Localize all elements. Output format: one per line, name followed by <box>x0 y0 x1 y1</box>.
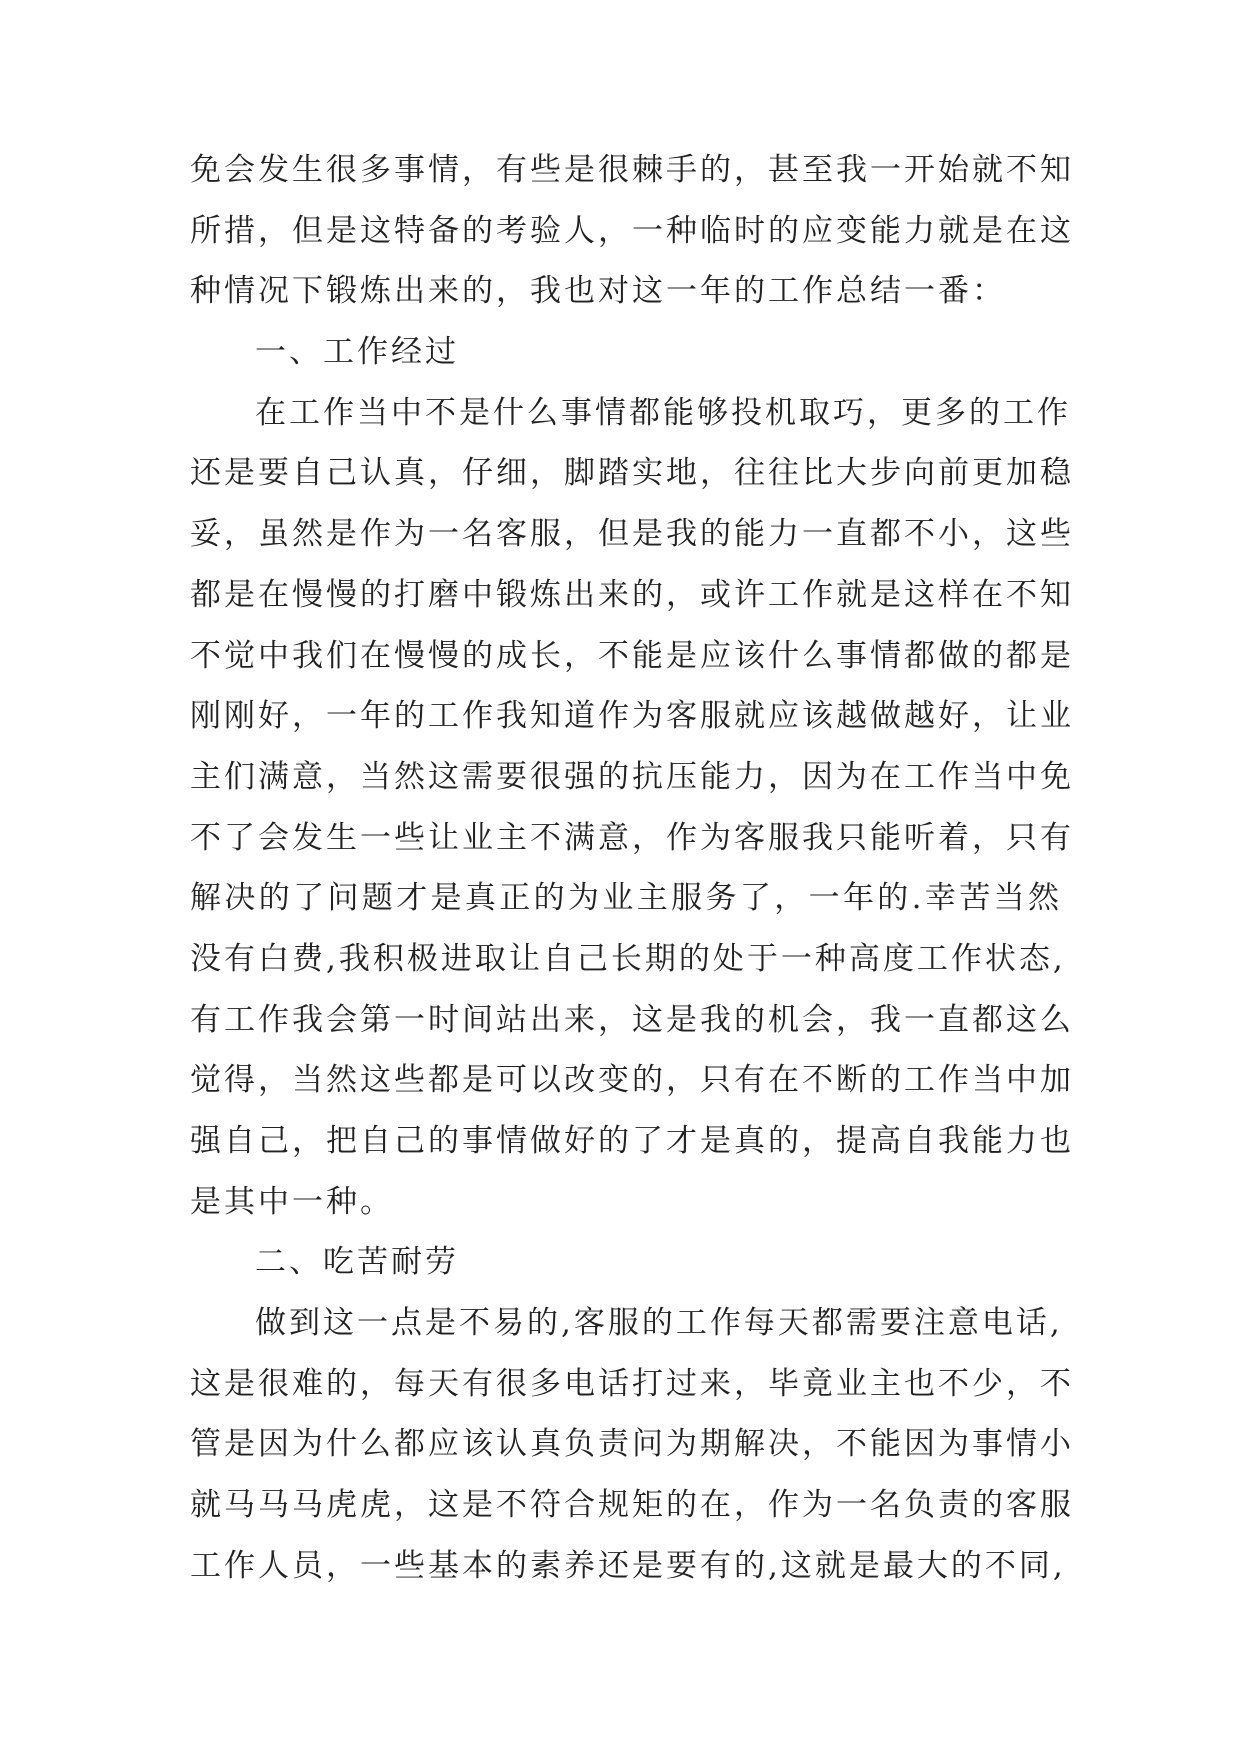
section-heading-1: 一、工作经过 <box>255 334 459 371</box>
text-line-10: 刚刚好，一年的工作我知道作为客服就应该越做越好，让业 <box>190 698 1074 735</box>
text-line-11: 主们满意，当然这需要很强的抗压能力，因为在工作当中免 <box>190 758 1074 795</box>
text-line-18: 是其中一种。 <box>190 1183 394 1220</box>
section-heading-2: 二、吃苦耐劳 <box>255 1244 459 1281</box>
text-line-15: 有工作我会第一时间站出来，这是我的机会，我一直都这么 <box>190 1001 1074 1038</box>
text-line-14: 没有白费,我积极进取让自己长期的处于一种高度工作状态, <box>190 940 1066 977</box>
text-line-7: 妥，虽然是作为一名客服，但是我的能力一直都不小，这些 <box>190 516 1074 553</box>
text-line-5: 在工作当中不是什么事情都能够投机取巧，更多的工作 <box>255 394 1071 431</box>
text-line-8: 都是在慢慢的打磨中锻炼出来的，或许工作就是这样在不知 <box>190 576 1074 613</box>
text-line-12: 不了会发生一些让业主不满意，作为客服我只能听着，只有 <box>190 819 1074 856</box>
text-line-24: 工作人员，一些基本的素养还是要有的,这就是最大的不同, <box>190 1547 1066 1584</box>
text-line-9: 不觉中我们在慢慢的成长，不能是应该什么事情都做的都是 <box>190 637 1074 674</box>
text-line-21: 这是很难的，每天有很多电话打过来，毕竟业主也不少，不 <box>190 1365 1074 1402</box>
text-line-23: 就马马马虎虎，这是不符合规矩的在，作为一名负责的客服 <box>190 1487 1074 1524</box>
text-line-13: 解决的了问题才是真正的为业主服务了，一年的.幸苦当然 <box>190 880 1062 917</box>
document-body <box>190 140 1074 1597</box>
text-line-2: 所措，但是这特备的考验人，一种临时的应变能力就是在这 <box>190 212 1074 249</box>
text-line-16: 觉得，当然这些都是可以改变的，只有在不断的工作当中加 <box>190 1062 1074 1099</box>
text-line-1: 免会发生很多事情，有些是很棘手的，甚至我一开始就不知 <box>190 152 1074 188</box>
text-line-3: 种情况下锻炼出来的，我也对这一年的工作总结一番： <box>190 273 1006 310</box>
text-line-22: 管是因为什么都应该认真负责问为期解决，不能因为事情小 <box>190 1426 1074 1463</box>
text-line-17: 强自己，把自己的事情做好的了才是真的，提高自我能力也 <box>190 1123 1074 1159</box>
text-line-6: 还是要自己认真，仔细，脚踏实地，往往比大步向前更加稳 <box>190 455 1074 492</box>
text-line-20: 做到这一点是不易的,客服的工作每天都需要注意电话, <box>255 1305 1063 1342</box>
